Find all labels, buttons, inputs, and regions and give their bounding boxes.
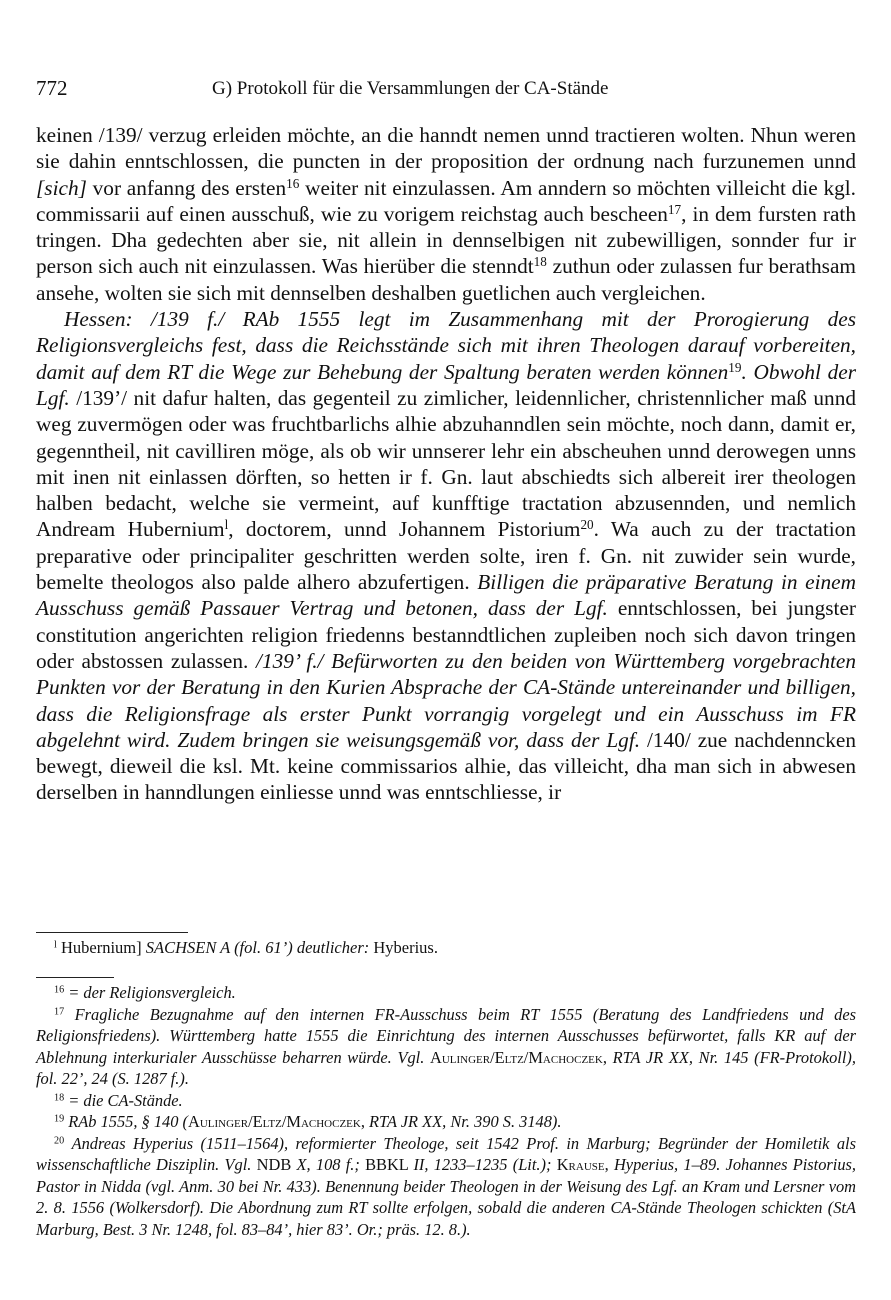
page-header	[36, 76, 856, 106]
lemma: Hubernium]	[60, 938, 142, 957]
footnote-text: = die CA-Stände.	[68, 1090, 183, 1110]
main-text	[36, 122, 856, 806]
footnote-ref-20[interactable]: 20	[580, 517, 594, 533]
footnote-number: 18	[54, 1091, 65, 1103]
paragraph-1	[36, 122, 856, 306]
footnotes	[36, 982, 856, 1240]
footnote-number: 19	[54, 1113, 65, 1125]
footnote-text: Fragliche Bezugnahme auf den internen FR-Ausschuss beim RT 1555 (Beratung des Landfriedens und des Religionsfriedens). Württemberg hatte 1555 die Einrichtung des internen Ausschusses befürwortet, falls KR auf der Ablehnung interkurialer Ausschüsse beharren würde. Vgl.	[36, 1004, 856, 1067]
footnote-ref-19[interactable]: 19	[728, 359, 742, 375]
text-run: , in dem fursten rath tringen. Dha gedechten aber sie, nit allein in dennselbigen nit zubewilligen, sonnder fur ir person sich auch nit einzulassen. Was hierüber die stenndt	[36, 201, 856, 279]
footnote-20	[36, 1133, 856, 1241]
paragraph-2	[36, 306, 856, 806]
text-run: /140/ zue nachdenncken bewegt, dieweil die ksl. Mt. keine commissarios alhie, das villeicht, dha man sich in abwesen derselben in hanndlungen einliesse unnd was enntschliesse, ir	[36, 727, 856, 805]
page-number: 772	[36, 76, 68, 100]
note-italic: SACHSEN A (fol. 61’) deutlicher:	[145, 938, 370, 957]
running-head: G) Protokoll für die Versammlungen der CA-Stände	[212, 78, 609, 99]
editorial-summary: Hessen: /139 f./ RAb 1555 legt im Zusammenhang mit der Prorogierung des Religionsvergleichs fest, dass die Reichsstände sich mit ihren Theologen darauf vorbereiten, damit auf dem RT die Wege zur Behebung der Spaltung beraten werden können	[36, 307, 856, 384]
text-run: keinen /139/ verzug erleiden möchte, an die hanndt nemen unnd tractieren wolten. Nhun weren sie dahin enntschlossen, die puncten in der proposition der ordnung nach furzunemen unnd	[36, 123, 856, 174]
editorial-summary: /139’ f./ Befürworten zu den beiden von Württemberg vorgebrachten Punkten vor der Beratung in den Kurien Absprache der CA-Stände untereinander und billigen, dass die Religionsfrage als erster Punkt vorrangig vorgelegt und ein Ausschuss im FR abgelehnt wird. Zudem bringen sie weisungsgemäß vor, dass der Lgf.	[36, 648, 857, 752]
footnote-17	[36, 1004, 856, 1090]
critical-note-ref[interactable]: l	[224, 517, 229, 533]
text-run: vor anfanng des ersten	[86, 175, 287, 200]
critical-apparatus-rule	[36, 932, 188, 933]
text-run: enntschlossen, bei jungster constitution angerichten religion friedenns bestanndtlichen zupleiben noch sich davon tringen oder abstossen zulassen.	[36, 596, 856, 673]
footnote-number: 17	[54, 1005, 65, 1017]
footnote-text: RAb 1555, § 140 (	[68, 1112, 188, 1131]
footnote-ref-17[interactable]: 17	[667, 201, 682, 217]
author-names: Aulinger/Eltz/Machoczek,	[188, 1112, 365, 1131]
footnote-number: 16	[54, 984, 65, 996]
text-run: . Wa auch zu der tractation preparative oder principaliter geschritten werden solte, iren f. Gn. nit zuwider sein wurde, bemelte theologos also palde alhero abzufertigen.	[36, 517, 856, 595]
text-run: zuthun oder zulassen fur berathsam ansehe, wolten sie sich mit dennselben deshalben guetlichen auch vergleichen.	[36, 254, 856, 305]
critical-note-l	[36, 937, 856, 959]
footnote-text: II, 1233–1235 (Lit.);	[413, 1155, 552, 1174]
sic-marker: [sich]	[36, 175, 87, 200]
text-run: weiter nit einzulassen. Am anndern so möchten villeicht die kgl. commissarii auf einen ausschuß, wie zu vorigem reichstag auch bescheen	[36, 175, 856, 226]
author-names: Aulinger/Eltz/Machoczek,	[429, 1047, 607, 1067]
reference-abbrev: BBKL	[359, 1155, 414, 1174]
critical-note-marker: l	[54, 939, 57, 951]
footnote-rule	[36, 977, 114, 978]
footnote-text: X, 108 f.;	[296, 1155, 360, 1174]
editorial-summary: Billigen die präparative Beratung in einem Ausschuss gemäß Passauer Vertrag und betonen, dass der Lgf.	[36, 570, 856, 621]
footnote-text: RTA JR XX, Nr. 145 (FR-Protokoll), fol. 22’, 24 (S. 1287 f.).	[36, 1047, 856, 1088]
footnote-ref-16[interactable]: 16	[286, 175, 300, 191]
footnote-ref-18[interactable]: 18	[533, 254, 547, 270]
text-run: , doctorem, unnd Johannem Pistorium	[228, 517, 581, 542]
footnote-16	[36, 982, 856, 1004]
author-names: Krause,	[556, 1155, 609, 1174]
text-run: /139’/ nit dafur halten, das gegenteil zu zimlicher, leidennlicher, christennlicher maß unnd weg zuvermögen oder was fruchtbarlichs alhie abzuhanndlen sein möchte, noch dann, damit er, gegenntheil, nit cavilliren möge, als ob wir unnserer lehr ein abscheuhen unnd derowegen unns mit inen nit einlassen dörften, so hetten ir f. Gn. laut abschiedts sich albereit irer theologen halben bedacht, welche sie vermeint, auf kunfftige tractation abzusennden, und nemlich Andream Hubernium	[36, 385, 856, 542]
footnote-text: RTA JR XX, Nr. 390 S. 3148).	[369, 1112, 562, 1131]
footnote-text: = der Religionsvergleich.	[68, 983, 236, 1002]
reference-abbrev: NDB	[251, 1155, 297, 1174]
variant-reading: Hyberius.	[373, 938, 438, 957]
footnote-19	[36, 1111, 856, 1133]
footnote-18	[36, 1090, 856, 1112]
footnote-number: 20	[54, 1134, 65, 1146]
footnote-text: Andreas Hyperius (1511–1564), reformierter Theologe, seit 1542 Prof. in Marburg; Begründer der Homiletik als wissenschaftliche Disziplin. Vgl.	[36, 1133, 856, 1174]
footnote-text: Hyperius, 1–89. Johannes Pistorius, Pastor in Nidda (vgl. Anm. 30 bei Nr. 433). Benennung beider Theologen in der Weisung des Lgf. an Kram und Lersner vom 2. 8. 1556 (Wolkersdorf). Die Abordnung zum RT sollte erfolgen, sobald die anderen CA-Stände Theologen schickten (StA Marburg, Best. 3 Nr. 1248, fol. 83–84’, hier 83’. Or.; präs. 12. 8.).	[36, 1155, 856, 1239]
editorial-summary: . Obwohl der Lgf.	[36, 359, 857, 410]
critical-apparatus	[36, 937, 856, 959]
